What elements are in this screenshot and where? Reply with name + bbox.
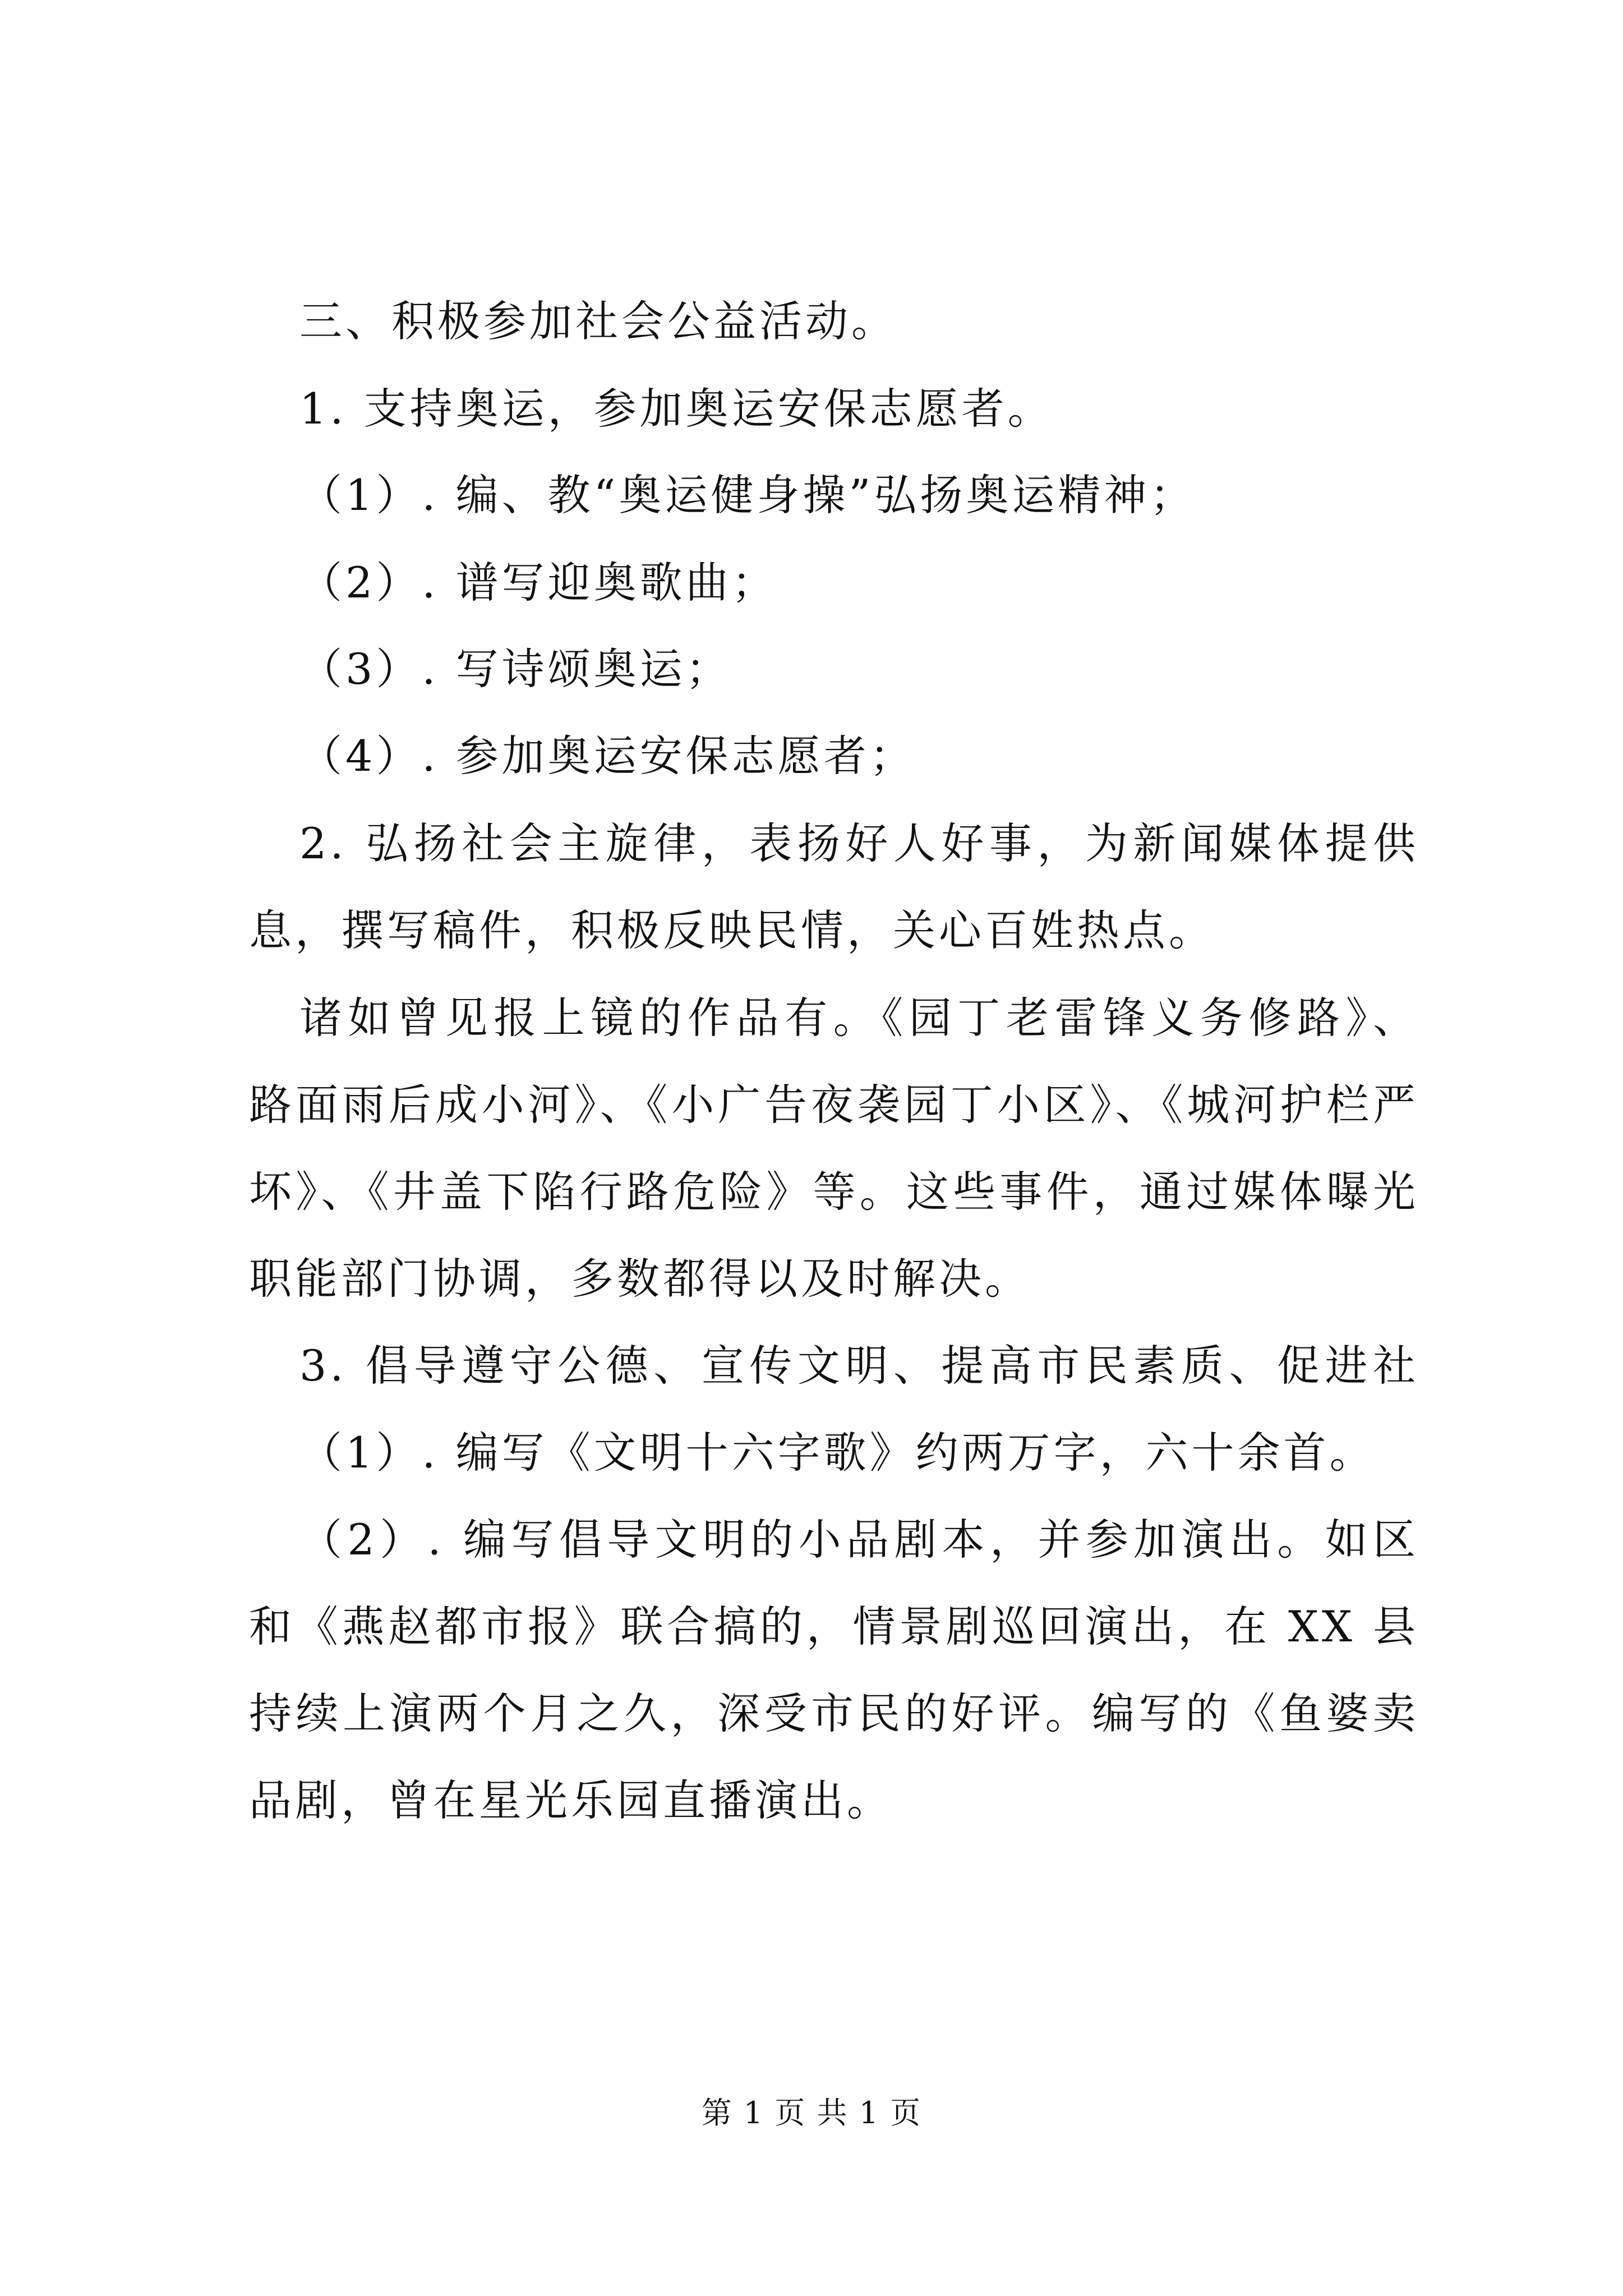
sub-item-1-2: （2）. 谱写迎奥歌曲；: [299, 558, 778, 608]
item-heading-2-line-1: 2. 弘扬社会主旋律，表扬好人好事，为新闻媒体提供: [299, 818, 1419, 868]
sub-item-3-1: （1）. 编写《文明十六字歌》约两万字，六十余首。: [299, 1428, 1376, 1478]
paragraph-works-line-4: 职能部门协调，多数都得以及时解决。: [249, 1254, 1031, 1304]
paragraph-works-line-1: 诸如曾见报上镜的作品有。《园丁老雷锋义务修路》、: [299, 993, 1419, 1043]
sub-item-3-2-line-4: 品剧，曾在星光乐园直播演出。: [249, 1775, 893, 1825]
sub-item-1-4: （4）. 参加奥运安保志愿者；: [299, 731, 916, 781]
sub-item-3-2-line-1: （2）. 编写倡导文明的小品剧本，并参加演出。如区: [299, 1515, 1419, 1565]
section-heading: 三、积极参加社会公益活动。: [299, 296, 897, 346]
sub-item-3-2-line-3: 持续上演两个月之久，深受市民的好评。编写的《鱼婆卖: [249, 1688, 1419, 1738]
item-heading-3: 3. 倡导遵守公德、宣传文明、提高市民素质、促进社: [299, 1341, 1419, 1391]
item-heading-2-line-2: 息，撰写稿件，积极反映民情，关心百姓热点。: [249, 905, 1215, 955]
sub-item-3-2-line-2: 和《燕赵都市报》联合搞的，情景剧巡回演出，在 XX 县: [249, 1602, 1419, 1651]
paragraph-works-line-3: 坏》、《井盖下陷行路危险》等。这些事件，通过媒体曝光: [249, 1167, 1419, 1217]
page-footer: 第 1 页 共 1 页: [701, 2095, 922, 2131]
paragraph-works-line-2: 路面雨后成小河》、《小广告夜袭园丁小区》、《城河护栏严: [249, 1080, 1419, 1130]
sub-item-1-1: （1）. 编、教“奥运健身操”弘扬奥运精神；: [299, 470, 1196, 520]
sub-item-1-3: （3）. 写诗颂奥运；: [299, 644, 732, 694]
item-heading-1: 1. 支持奥运，参加奥运安保志愿者。: [299, 384, 1054, 434]
